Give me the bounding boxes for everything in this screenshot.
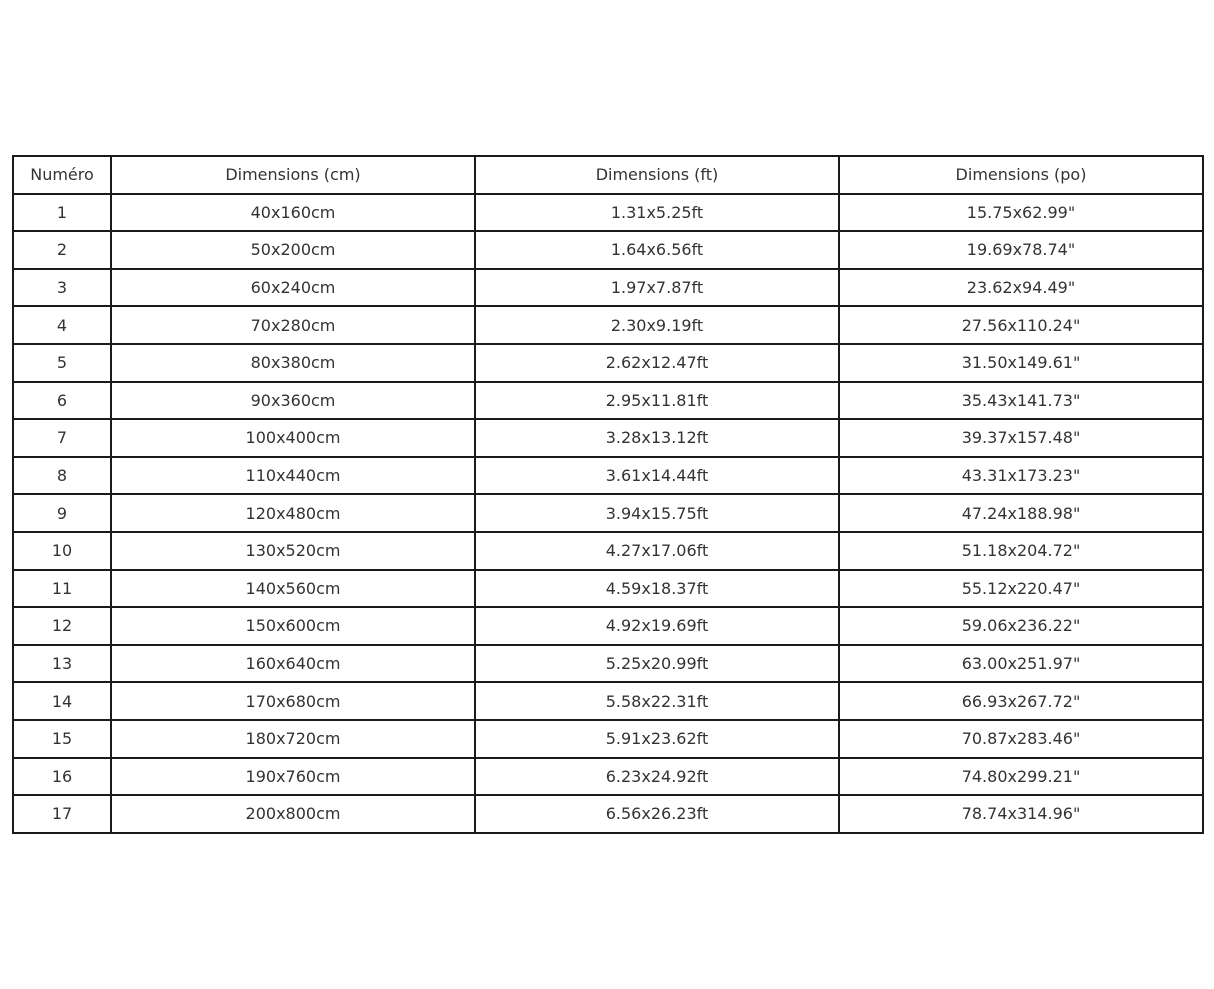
cell-dimensions-cm: 160x640cm	[111, 645, 475, 683]
cell-dimensions-cm: 70x280cm	[111, 306, 475, 344]
size-chart-container	[12, 155, 1202, 834]
table-row	[13, 720, 1203, 758]
cell-dimensions-ft: 5.25x20.99ft	[475, 645, 839, 683]
cell-dimensions-po: 55.12x220.47"	[839, 570, 1203, 608]
cell-dimensions-po: 43.31x173.23"	[839, 457, 1203, 495]
table-row	[13, 570, 1203, 608]
cell-dimensions-po: 23.62x94.49"	[839, 269, 1203, 307]
column-header-numero: Numéro	[13, 156, 111, 194]
cell-numero: 7	[13, 419, 111, 457]
table-row	[13, 607, 1203, 645]
table-row	[13, 306, 1203, 344]
cell-dimensions-cm: 170x680cm	[111, 682, 475, 720]
table-row	[13, 269, 1203, 307]
cell-dimensions-ft: 4.92x19.69ft	[475, 607, 839, 645]
cell-dimensions-po: 78.74x314.96"	[839, 795, 1203, 833]
cell-dimensions-cm: 140x560cm	[111, 570, 475, 608]
table-row	[13, 758, 1203, 796]
cell-dimensions-po: 66.93x267.72"	[839, 682, 1203, 720]
cell-numero: 3	[13, 269, 111, 307]
column-header-po: Dimensions (po)	[839, 156, 1203, 194]
table-row	[13, 419, 1203, 457]
cell-dimensions-ft: 1.31x5.25ft	[475, 194, 839, 232]
cell-dimensions-cm: 120x480cm	[111, 494, 475, 532]
cell-dimensions-po: 59.06x236.22"	[839, 607, 1203, 645]
cell-numero: 9	[13, 494, 111, 532]
cell-dimensions-ft: 3.28x13.12ft	[475, 419, 839, 457]
cell-dimensions-po: 63.00x251.97"	[839, 645, 1203, 683]
cell-dimensions-po: 39.37x157.48"	[839, 419, 1203, 457]
cell-numero: 15	[13, 720, 111, 758]
header-row	[13, 156, 1203, 194]
cell-dimensions-ft: 3.61x14.44ft	[475, 457, 839, 495]
cell-dimensions-po: 74.80x299.21"	[839, 758, 1203, 796]
cell-dimensions-ft: 6.56x26.23ft	[475, 795, 839, 833]
cell-numero: 8	[13, 457, 111, 495]
cell-dimensions-po: 19.69x78.74"	[839, 231, 1203, 269]
cell-dimensions-ft: 3.94x15.75ft	[475, 494, 839, 532]
column-header-cm: Dimensions (cm)	[111, 156, 475, 194]
table-row	[13, 532, 1203, 570]
table-row	[13, 457, 1203, 495]
cell-numero: 13	[13, 645, 111, 683]
cell-dimensions-po: 31.50x149.61"	[839, 344, 1203, 382]
cell-numero: 1	[13, 194, 111, 232]
cell-dimensions-po: 47.24x188.98"	[839, 494, 1203, 532]
cell-dimensions-cm: 50x200cm	[111, 231, 475, 269]
cell-numero: 11	[13, 570, 111, 608]
cell-dimensions-cm: 180x720cm	[111, 720, 475, 758]
cell-numero: 14	[13, 682, 111, 720]
cell-dimensions-ft: 6.23x24.92ft	[475, 758, 839, 796]
cell-dimensions-ft: 2.95x11.81ft	[475, 382, 839, 420]
cell-dimensions-ft: 5.58x22.31ft	[475, 682, 839, 720]
cell-numero: 4	[13, 306, 111, 344]
cell-dimensions-cm: 110x440cm	[111, 457, 475, 495]
table-row	[13, 382, 1203, 420]
cell-numero: 2	[13, 231, 111, 269]
cell-numero: 16	[13, 758, 111, 796]
cell-dimensions-ft: 4.59x18.37ft	[475, 570, 839, 608]
cell-dimensions-cm: 130x520cm	[111, 532, 475, 570]
cell-numero: 6	[13, 382, 111, 420]
table-row	[13, 344, 1203, 382]
cell-dimensions-ft: 4.27x17.06ft	[475, 532, 839, 570]
cell-dimensions-cm: 80x380cm	[111, 344, 475, 382]
table-row	[13, 795, 1203, 833]
cell-numero: 17	[13, 795, 111, 833]
table-row	[13, 645, 1203, 683]
column-header-ft: Dimensions (ft)	[475, 156, 839, 194]
cell-dimensions-ft: 5.91x23.62ft	[475, 720, 839, 758]
cell-dimensions-cm: 60x240cm	[111, 269, 475, 307]
cell-dimensions-ft: 2.62x12.47ft	[475, 344, 839, 382]
cell-dimensions-po: 35.43x141.73"	[839, 382, 1203, 420]
cell-dimensions-po: 27.56x110.24"	[839, 306, 1203, 344]
cell-dimensions-cm: 200x800cm	[111, 795, 475, 833]
cell-dimensions-cm: 100x400cm	[111, 419, 475, 457]
table-body	[13, 194, 1203, 833]
cell-dimensions-po: 15.75x62.99"	[839, 194, 1203, 232]
cell-numero: 5	[13, 344, 111, 382]
cell-dimensions-ft: 1.97x7.87ft	[475, 269, 839, 307]
dimensions-table	[12, 155, 1204, 834]
cell-dimensions-cm: 190x760cm	[111, 758, 475, 796]
cell-numero: 10	[13, 532, 111, 570]
cell-dimensions-cm: 90x360cm	[111, 382, 475, 420]
cell-numero: 12	[13, 607, 111, 645]
cell-dimensions-ft: 2.30x9.19ft	[475, 306, 839, 344]
table-row	[13, 682, 1203, 720]
table-row	[13, 231, 1203, 269]
cell-dimensions-ft: 1.64x6.56ft	[475, 231, 839, 269]
cell-dimensions-cm: 40x160cm	[111, 194, 475, 232]
table-row	[13, 194, 1203, 232]
cell-dimensions-po: 70.87x283.46"	[839, 720, 1203, 758]
cell-dimensions-po: 51.18x204.72"	[839, 532, 1203, 570]
cell-dimensions-cm: 150x600cm	[111, 607, 475, 645]
table-row	[13, 494, 1203, 532]
